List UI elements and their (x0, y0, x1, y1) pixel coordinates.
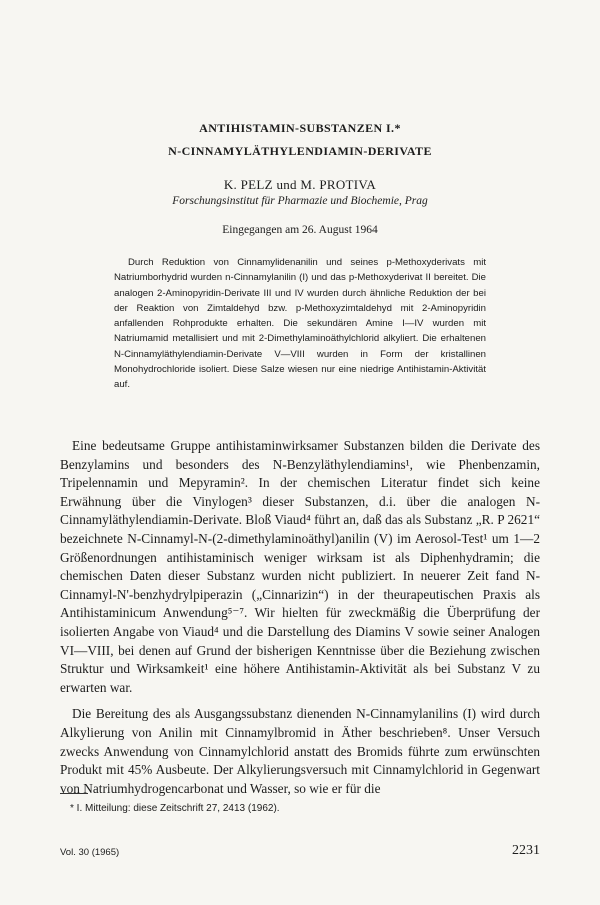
paragraph-2: Die Bereitung des als Ausgangssubstanz dienenden N-Cinnamylanilins (I) wird durch Alkylierung von Anilin mit Cinnamylbromid in Äther beschrieben⁸. Unser Versuch zwecks Anwendung von Cinnamylchlorid anstatt des Bromids führte zum erwünschten Produkt mit 45% Ausbeute. Der Alkylierungsversuch mit Cinnamylchlorid in Gegenwart von Natriumhydrogencarbonat und Wasser, so wie er für die (60, 706, 540, 796)
footnote: * I. Mitteilung: diese Zeitschrift 27, 2413 (1962). (70, 803, 280, 814)
footnote-divider (60, 793, 88, 794)
body-text (60, 437, 540, 806)
title-line-1: ANTIHISTAMIN-SUBSTANZEN I.* (199, 121, 401, 135)
abstract: Durch Reduktion von Cinnamylidenanilin und seines p-Methoxyderivats mit Natriumborhydrid wurden n-Cinnamylanilin (I) und das p-Methoxyderivat II bereitet. Die analogen 2-Aminopyridin-Derivate III und IV wurden durch ähnliche Reduktion der bei der Reaktion von Zimtaldehyd bzw. p-Methoxyzimtaldehyd mit 2-Aminopyridin anfallenden Rohprodukte erhalten. Die sekundären Amine I—IV wurden mit Natriumamid metallisiert und mit 2-Dimethylaminoäthylchlorid alkyliert. Die erhaltenen N-Cinnamyläthylendiamin-Derivate V—VIII wurden in Form der kristallinen Monohydrochloride isoliert. Diese Salze wiesen nur eine niedrige Antihistamin-Aktivität auf. (114, 257, 486, 391)
received-date: Eingegangen am 26. August 1964 (222, 224, 378, 236)
running-footer: Vol. 30 (1965) (60, 847, 120, 858)
page-number: 2231 (512, 843, 540, 858)
authors: K. PELZ und M. PROTIVA (223, 177, 377, 192)
institute: Forschungsinstitut für Pharmazie und Biochemie, Prag (172, 195, 428, 207)
paragraph-1: Eine bedeutsame Gruppe antihistaminwirksamer Substanzen bilden die Derivate des Benzylamins und besonders des N-Benzyläthylendiamins¹, wie Phenbenzamin, Tripelennamin und Mepyramin². In der chemischen Literatur findet sich keine Erwähnung über die Vinylogen³ dieser Substanzen, d.i. über die analogen N-Cinnamyläthylendiamin-Derivate. Bloß Viaud⁴ führt an, daß das als Substanz „R. P 2621“ bezeichnete N-Cinnamyl-N-(2-dimethylaminoäthyl)anilin (V) im Aerosol-Test¹ um 1—2 Größenordnungen antihistaminisch weniger wirksam ist als Diphenhydramin; die chemischen Daten dieser Substanz wurden nicht publiziert. In neuerer Zeit fand N-Cinnamyl-N'-benzhydrylpiperazin („Cinnarizin“) in der theurapeutischen Praxis als Antihistaminicum Anwendung⁵⁻⁷. Wir hielten für zweckmäßig die Überprüfung der isolierten Angabe von Viaud⁴ und die Darstellung des Diamins V sowie seiner Analogen VI—VIII, bei denen auf Grund der bisherigen Kenntnisse über die Beziehung zwischen Struktur und Wirksamkeit¹ eine höhere Antihistamin-Aktivität als bei Substanz V zu erwarten war. (60, 438, 540, 695)
title-line-2: N-CINNAMYLÄTHYLENDIAMIN-DERIVATE (168, 144, 432, 158)
